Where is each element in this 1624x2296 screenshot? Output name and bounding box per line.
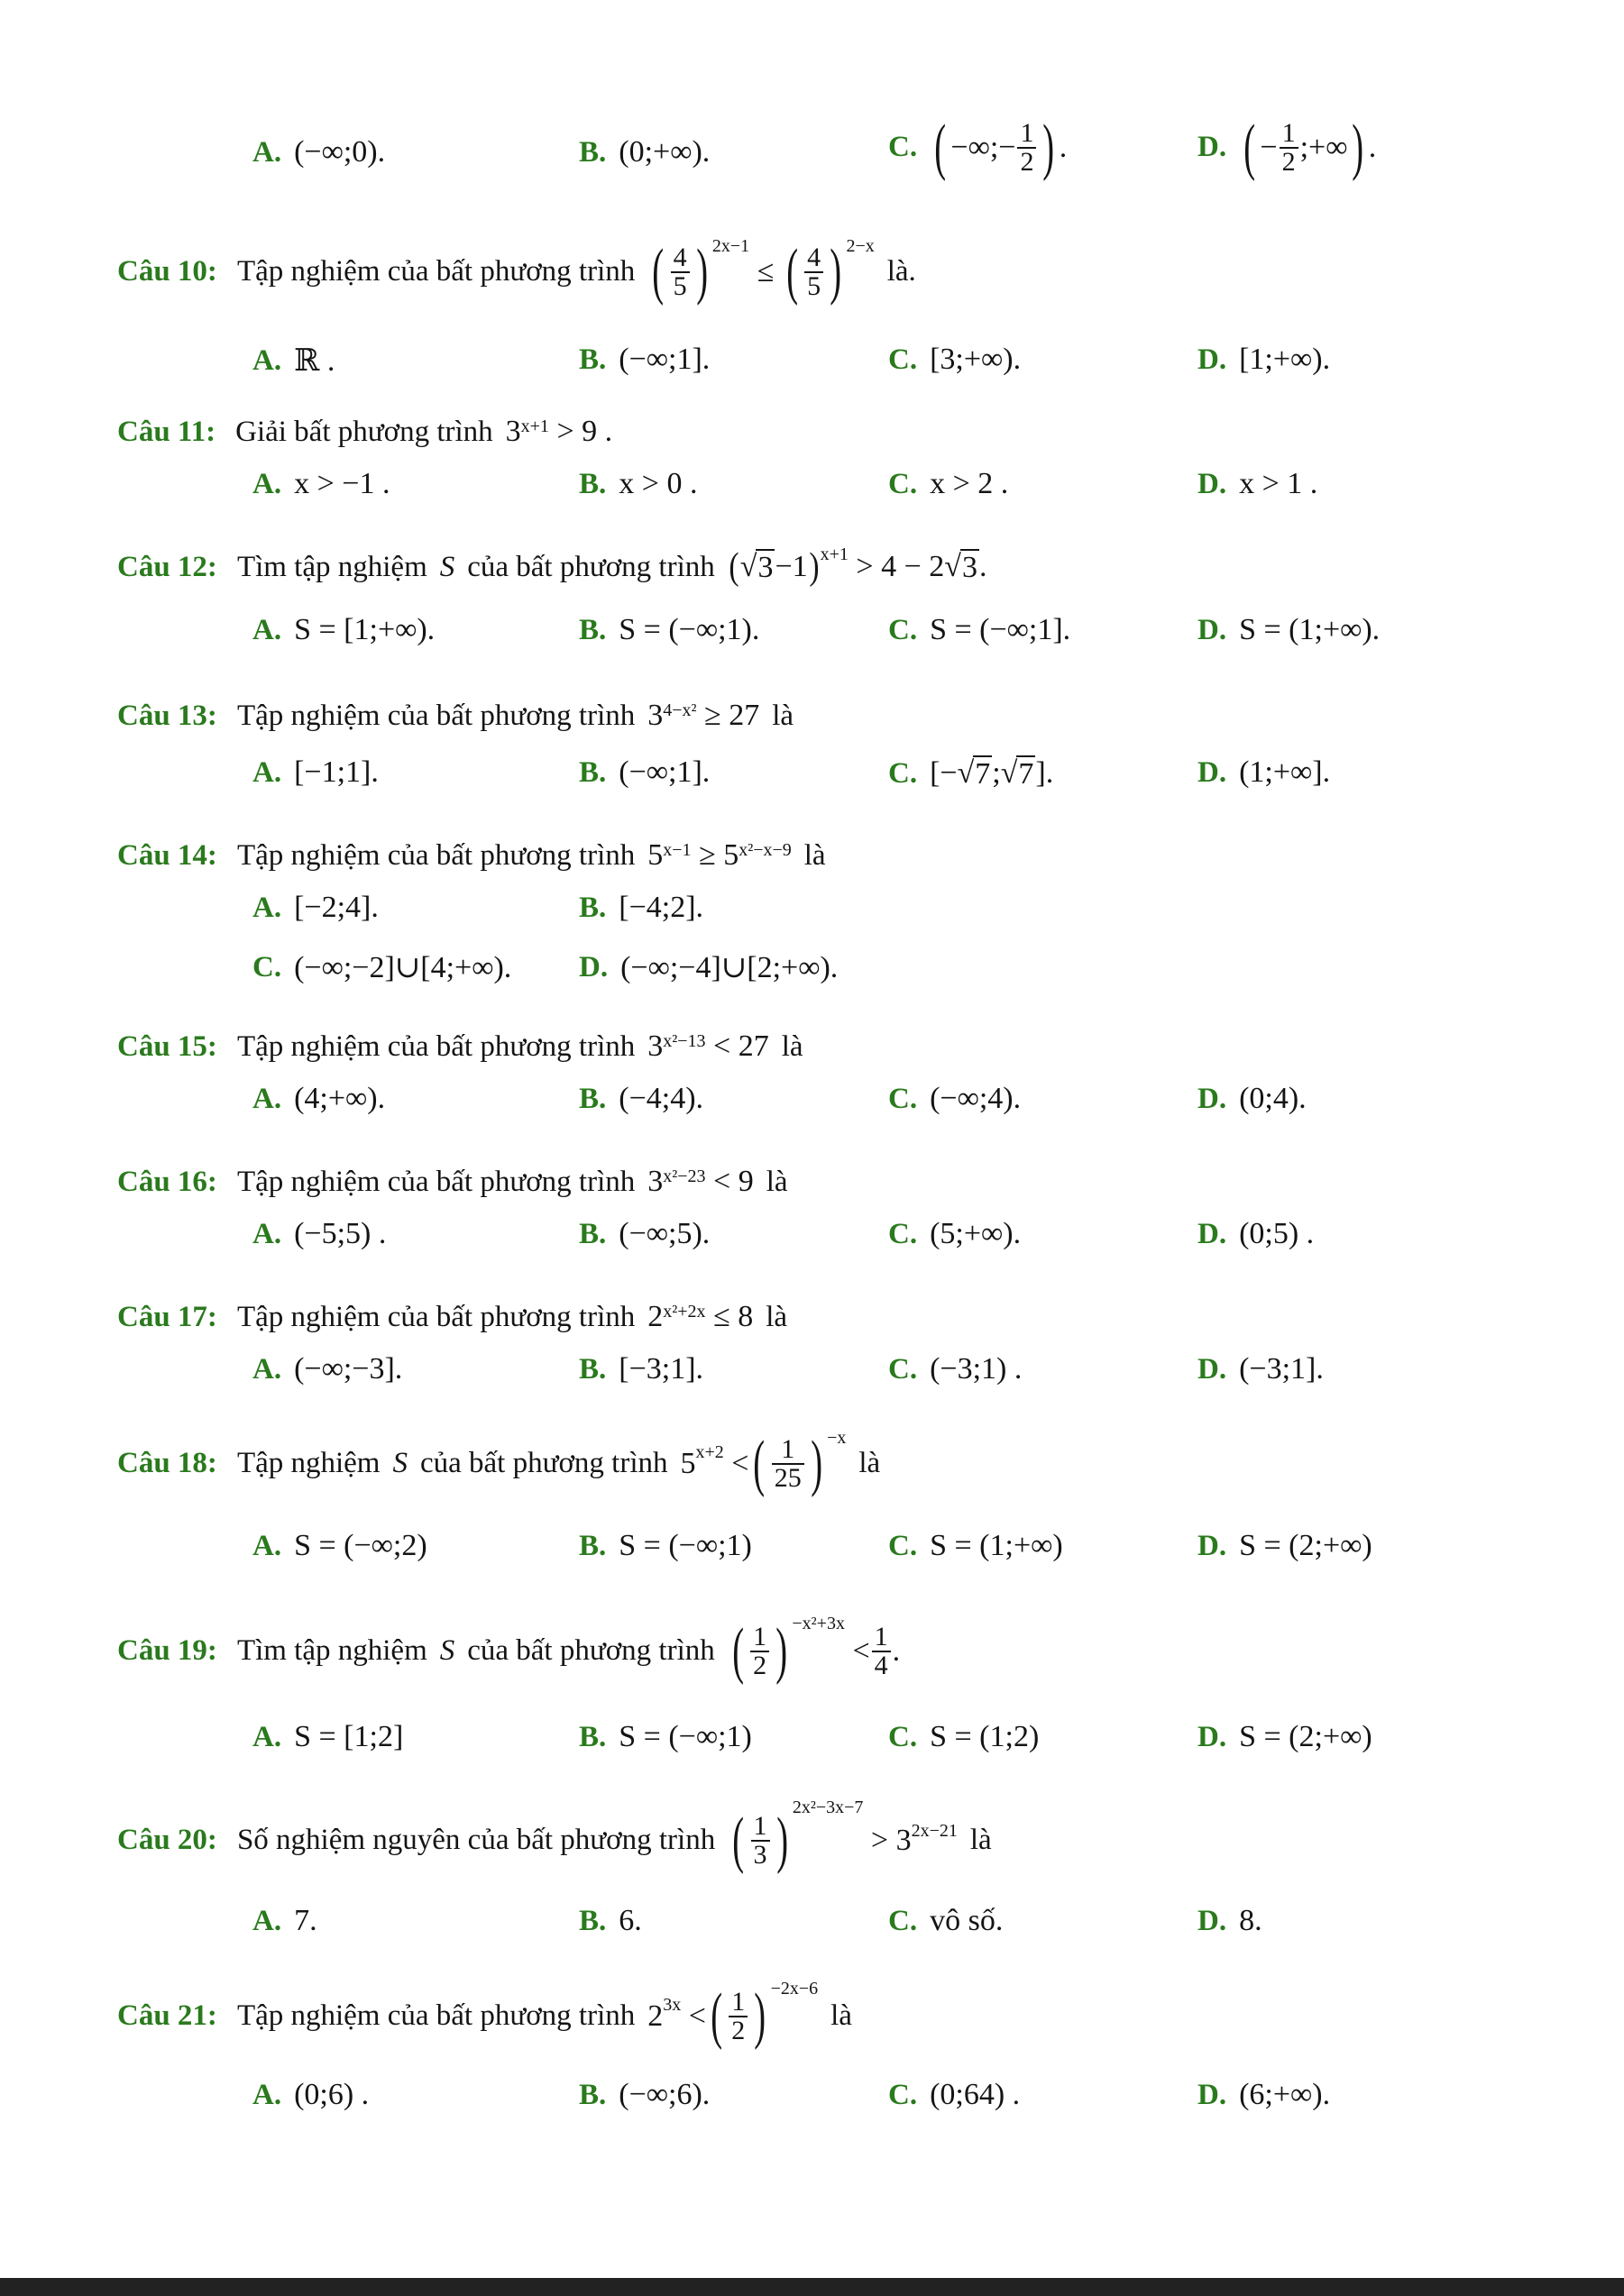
option-c[interactable]: C. (−∞;−2]∪[4;+∞). bbox=[252, 950, 512, 984]
question-12-stem: Câu 12: Tìm tập nghiệm S của bất phương trình ( √ 3 −1 ) $^{x+1}$ > 4 − 2 √ 3 . bbox=[117, 544, 987, 588]
option-d-formula: ( − $\frac{1}{2}$ ;+∞ ) . bbox=[1243, 113, 1377, 182]
option-a[interactable]: A. S = [1;+∞). bbox=[252, 613, 436, 646]
option-a[interactable]: A. x > −1 . bbox=[252, 467, 390, 500]
option-d[interactable]: D. S = (2;+∞) bbox=[1197, 1529, 1372, 1562]
option-d[interactable]: D. [1;+∞). bbox=[1197, 343, 1331, 376]
option-b[interactable]: B. S = (−∞;1). bbox=[579, 613, 760, 646]
option-c-formula: [− √ 7 ; √ 7 ]. bbox=[930, 756, 1054, 791]
question-10-formula: ( $\frac{4}{5}$ ) $^{2x-1}$ ≤ ( $\frac{4}{5}$ ) $^{2-x}$ bbox=[652, 236, 875, 306]
question-17-formula: 2 $^{x^2+2x}$ ≤ 8 bbox=[647, 1300, 754, 1333]
option-d[interactable]: D. S = (1;+∞). bbox=[1197, 613, 1381, 646]
option-b[interactable]: B. S = (−∞;1) bbox=[579, 1720, 752, 1753]
question-11-stem: Câu 11: Giải bất phương trình 3 $^{x+1}$ > 9 . bbox=[117, 415, 613, 448]
option-a[interactable]: A. (4;+∞). bbox=[252, 1082, 386, 1115]
option-d[interactable]: D. (−∞;−4]∪[2;+∞). bbox=[579, 950, 839, 984]
option-a[interactable]: A. (−5;5) . bbox=[252, 1217, 387, 1250]
option-c[interactable]: C. vô số. bbox=[888, 1904, 1004, 1937]
option-a[interactable]: A. 7. bbox=[252, 1904, 317, 1937]
option-a[interactable]: A. [−2;4]. bbox=[252, 891, 379, 924]
option-d[interactable]: D. (1;+∞]. bbox=[1197, 755, 1331, 789]
question-18-formula: 5 $^{x+2}$ < ( $\frac{1}{25}$ ) $^{-x}$ bbox=[680, 1428, 847, 1498]
option-c[interactable]: C. (0;64) . bbox=[888, 2078, 1021, 2111]
option-d[interactable]: D. (6;+∞). bbox=[1197, 2078, 1331, 2111]
option-c[interactable]: C. x > 2 . bbox=[888, 467, 1009, 500]
option-c-formula: ( −∞;− $\frac{1}{2}$ ) . bbox=[934, 113, 1068, 182]
option-d[interactable]: D. 8. bbox=[1197, 1904, 1262, 1937]
option-b[interactable]: B. (−4;4). bbox=[579, 1082, 704, 1115]
option-c[interactable]: C. S = (1;+∞) bbox=[888, 1529, 1063, 1562]
option-d[interactable]: D. x > 1 . bbox=[1197, 467, 1318, 500]
page-bottom-edge bbox=[0, 2278, 1624, 2296]
option-b[interactable]: B. (−∞;1]. bbox=[579, 755, 711, 789]
option-d[interactable]: D. ( − $\frac{1}{2}$ ;+∞ ) . bbox=[1197, 113, 1377, 182]
option-a[interactable]: A. (−∞;−3]. bbox=[252, 1352, 403, 1386]
question-17-stem: Câu 17: Tập nghiệm của bất phương trình 2 $^{x^2+2x}$ ≤ 8 là bbox=[117, 1300, 788, 1333]
option-b[interactable]: B. [−3;1]. bbox=[579, 1352, 704, 1386]
question-12-formula: ( √ 3 −1 ) $^{x+1}$ > 4 − 2 √ 3 . bbox=[729, 544, 987, 588]
option-b[interactable]: B. (−∞;1]. bbox=[579, 343, 711, 376]
question-10-stem: Câu 10: Tập nghiệm của bất phương trình ( $\frac{4}{5}$ ) $^{2x-1}$ ≤ ( $\frac{4}{5}$ ) $^{2-x}$ là. bbox=[117, 236, 916, 306]
option-b[interactable]: B. S = (−∞;1) bbox=[579, 1529, 752, 1562]
question-14-formula: 5 $^{x-1}$ ≥ 5 $^{x^2-x-9}$ bbox=[647, 838, 792, 872]
option-d[interactable]: D. (−3;1]. bbox=[1197, 1352, 1324, 1386]
question-13-stem: Câu 13: Tập nghiệm của bất phương trình 3 $^{4-x^2}$ ≥ 27 là bbox=[117, 699, 794, 732]
question-13-formula: 3 $^{4-x^2}$ ≥ 27 bbox=[647, 699, 760, 732]
option-c[interactable]: C. S = (1;2) bbox=[888, 1720, 1040, 1753]
option-c[interactable]: C. [− √ 7 ; √ 7 ]. bbox=[888, 756, 1054, 791]
question-11-formula: 3 $^{x+1}$ > 9 . bbox=[505, 415, 613, 448]
question-16-stem: Câu 16: Tập nghiệm của bất phương trình 3 $^{x^2-23}$ < 9 là bbox=[117, 1165, 788, 1198]
question-14-stem: Câu 14: Tập nghiệm của bất phương trình 5 $^{x-1}$ ≥ 5 $^{x^2-x-9}$ là bbox=[117, 838, 826, 872]
option-d[interactable]: D. S = (2;+∞) bbox=[1197, 1720, 1372, 1753]
question-15-stem: Câu 15: Tập nghiệm của bất phương trình 3 $^{x^2-13}$ < 27 là bbox=[117, 1029, 803, 1063]
question-20-stem: Câu 20: Số nghiệm nguyên của bất phương trình ( $\frac{1}{3}$ ) $^{2x^2-3x-7}$ > 3 $^{2x-21}$ là bbox=[117, 1797, 992, 1875]
option-a[interactable]: A. S = [1;2] bbox=[252, 1720, 404, 1753]
option-c[interactable]: C. S = (−∞;1]. bbox=[888, 613, 1071, 646]
option-c[interactable]: C. (5;+∞). bbox=[888, 1217, 1022, 1250]
question-21-formula: 2 $^{3x}$ < ( $\frac{1}{2}$ ) $^{-2x-6}$ bbox=[647, 1979, 819, 2051]
option-a[interactable]: A. ℝ . bbox=[252, 343, 335, 378]
question-16-formula: 3 $^{x^2-23}$ < 9 bbox=[647, 1165, 754, 1198]
question-21-stem: Câu 21: Tập nghiệm của bất phương trình 2 $^{3x}$ < ( $\frac{1}{2}$ ) $^{-2x-6}$ là bbox=[117, 1979, 852, 2051]
option-c[interactable]: C. [3;+∞). bbox=[888, 343, 1022, 376]
question-20-formula: ( $\frac{1}{3}$ ) $^{2x^2-3x-7}$ > 3 $^{2x-21}$ bbox=[732, 1797, 958, 1875]
question-18-stem: Câu 18: Tập nghiệm S của bất phương trình 5 $^{x+2}$ < ( $\frac{1}{25}$ ) $^{-x}$ là bbox=[117, 1428, 881, 1498]
option-a[interactable]: A. (0;6) . bbox=[252, 2078, 370, 2111]
option-a[interactable]: A. [−1;1]. bbox=[252, 755, 379, 789]
option-b[interactable]: B. (−∞;5). bbox=[579, 1217, 711, 1250]
option-b[interactable]: B. [−4;2]. bbox=[579, 891, 704, 924]
question-19-formula: ( $\frac{1}{2}$ ) $^{-x^2+3x}$ < $\frac{1}{4}$ . bbox=[732, 1614, 901, 1686]
option-b[interactable]: B. (−∞;6). bbox=[579, 2078, 711, 2111]
option-c[interactable]: C. (−∞;4). bbox=[888, 1082, 1022, 1115]
option-c[interactable]: C. (−3;1) . bbox=[888, 1352, 1023, 1386]
option-c[interactable]: C. ( −∞;− $\frac{1}{2}$ ) . bbox=[888, 113, 1068, 182]
question-15-formula: 3 $^{x^2-13}$ < 27 bbox=[647, 1029, 769, 1063]
option-d[interactable]: D. (0;4). bbox=[1197, 1082, 1307, 1115]
option-a[interactable]: A. S = (−∞;2) bbox=[252, 1529, 427, 1562]
option-b[interactable]: B. (0;+∞). bbox=[579, 135, 711, 169]
option-b[interactable]: B. x > 0 . bbox=[579, 467, 698, 500]
option-a[interactable]: A. (−∞;0). bbox=[252, 135, 386, 169]
question-19-stem: Câu 19: Tìm tập nghiệm S của bất phương trình ( $\frac{1}{2}$ ) $^{-x^2+3x}$ < $\frac{1}{4}$ . bbox=[117, 1614, 901, 1686]
option-b[interactable]: B. 6. bbox=[579, 1904, 642, 1937]
option-d[interactable]: D. (0;5) . bbox=[1197, 1217, 1315, 1250]
